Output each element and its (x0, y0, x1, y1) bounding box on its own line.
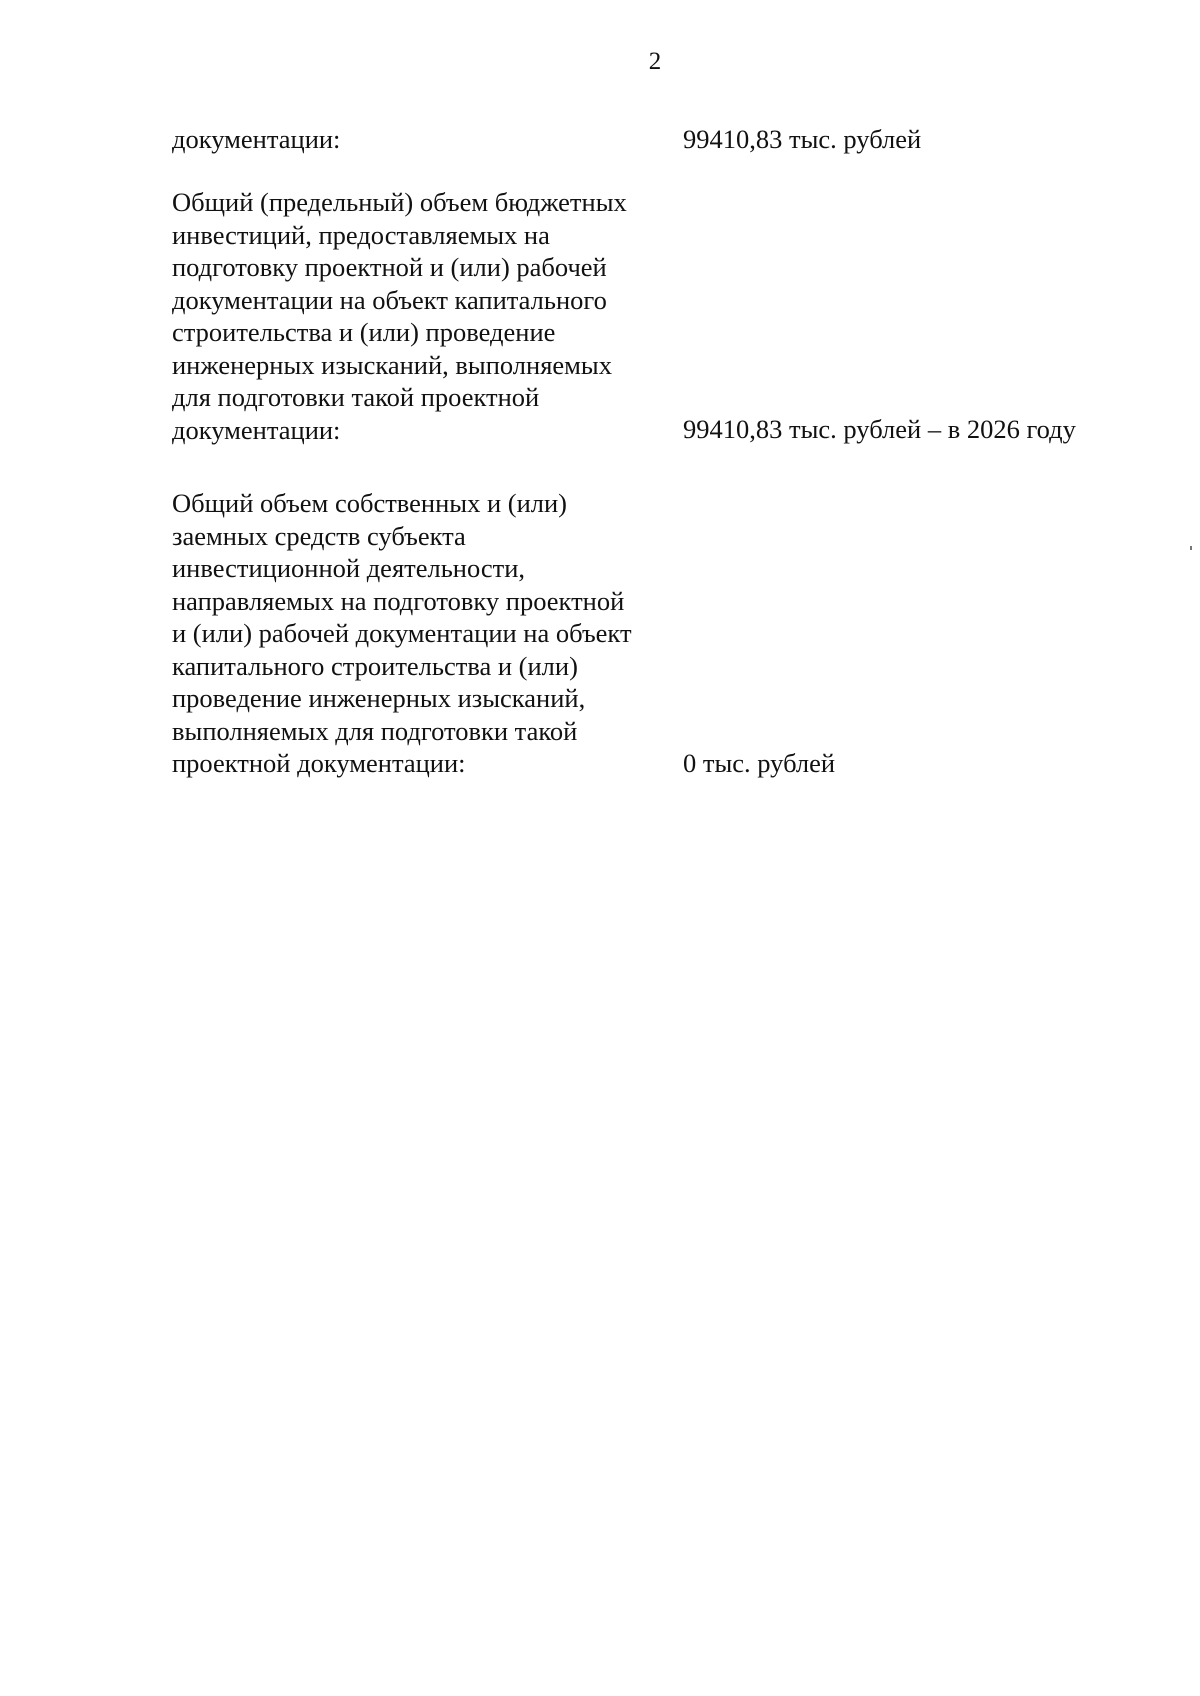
label-line: инвестиций, предоставляемых на (172, 219, 550, 250)
label-line: строительства и (или) проведение (172, 317, 556, 347)
label-line: подготовку проектной и (или) рабочей (172, 252, 607, 282)
label-line: Общий (предельный) объем бюджетных (172, 187, 627, 217)
label-line: Общий объем собственных и (или) (172, 488, 567, 518)
label-line: документации: (172, 414, 341, 445)
scan-speck (1190, 546, 1192, 550)
label-line: проектной документации: (172, 748, 466, 778)
label-line: инвестиционной деятельности, (172, 553, 526, 583)
label-line: для подготовки такой проектной (172, 382, 540, 412)
row-value: 99410,83 тыс. рублей (683, 124, 922, 154)
row-label (172, 123, 672, 156)
row-value: 0 тыс. рублей (683, 748, 836, 778)
label-line: выполняемых для подготовки такой (172, 715, 578, 746)
label-line: направляемых на подготовку проектной (172, 585, 625, 616)
label-line: заемных средств субъекта (172, 520, 466, 551)
page-number: 2 (648, 48, 662, 75)
label-line: документации на объект капитального (172, 284, 607, 315)
label-line: документации: (172, 124, 341, 154)
row-label (172, 487, 672, 780)
row-label (172, 186, 672, 446)
label-line: капитального строительства и (или) (172, 650, 578, 681)
label-line: инженерных изысканий, выполняемых (172, 349, 612, 380)
label-line: и (или) рабочей документации на объект (172, 618, 632, 648)
label-line: проведение инженерных изысканий, (172, 683, 586, 713)
row-value: 99410,83 тыс. рублей – в 2026 году (683, 414, 1076, 444)
